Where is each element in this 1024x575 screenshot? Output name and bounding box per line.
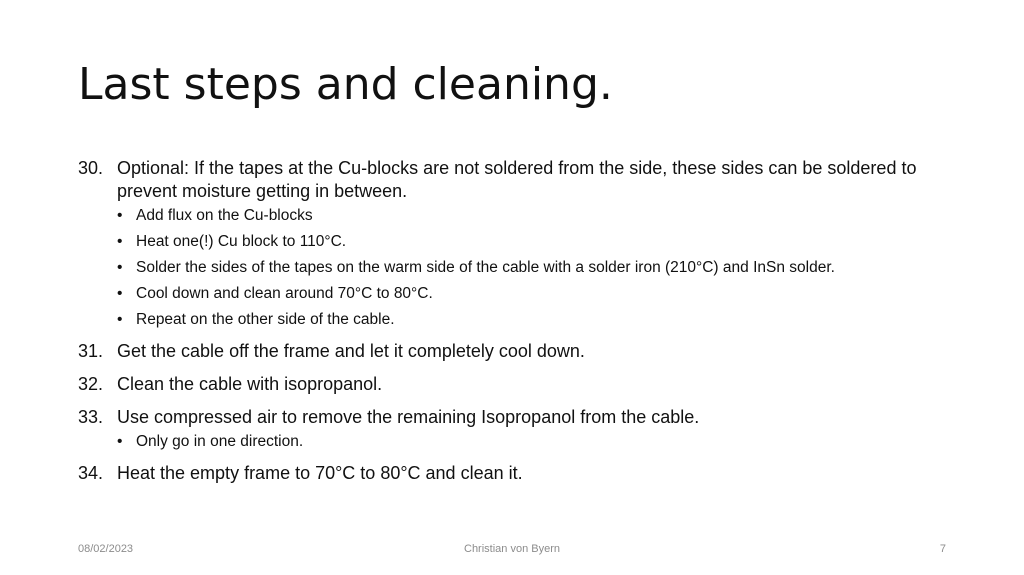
sub-step-text: Only go in one direction.	[136, 433, 304, 450]
step-item	[78, 340, 948, 363]
bullet-icon: •	[117, 285, 123, 302]
step-number: 34.	[78, 463, 104, 483]
sub-step-text: Repeat on the other side of the cable.	[136, 311, 395, 328]
sub-step-list	[117, 206, 948, 330]
step-item	[78, 406, 948, 452]
slide-title: Last steps and cleaning.	[78, 59, 613, 110]
sub-step-item	[117, 232, 948, 252]
step-item	[78, 462, 948, 485]
step-text: Get the cable off the frame and let it completely cool down.	[117, 341, 585, 361]
step-item	[78, 157, 948, 330]
step-item	[78, 373, 948, 396]
step-text: Heat the empty frame to 70°C to 80°C and clean it.	[117, 463, 523, 483]
page-number: 7	[939, 543, 946, 555]
sub-step-text: Add flux on the Cu-blocks	[136, 207, 313, 224]
sub-step-item	[117, 258, 948, 278]
sub-step-text: Heat one(!) Cu block to 110°C.	[136, 233, 347, 250]
step-number: 33.	[78, 407, 104, 427]
step-number: 30.	[78, 158, 104, 178]
step-text: Use compressed air to remove the remaining Isopropanol from the cable.	[117, 407, 700, 427]
step-number: 32.	[78, 374, 104, 394]
sub-step-item	[117, 284, 948, 304]
sub-step-item	[117, 310, 948, 330]
bullet-icon: •	[117, 311, 123, 328]
bullet-icon: •	[117, 233, 123, 250]
step-text: Optional: If the tapes at the Cu-blocks are not soldered from the side, these sides can be soldered to prevent moisture getting in between.	[117, 158, 917, 201]
sub-step-text: Cool down and clean around 70°C to 80°C.	[136, 285, 433, 302]
step-number: 31.	[78, 341, 104, 361]
footer-date: 08/02/2023	[78, 543, 134, 555]
step-list	[78, 157, 948, 495]
sub-step-item	[117, 206, 948, 226]
footer-author: Christian von Byern	[464, 543, 560, 555]
bullet-icon: •	[117, 207, 123, 224]
bullet-icon: •	[117, 433, 123, 450]
sub-step-text: Solder the sides of the tapes on the warm side of the cable with a solder iron (210°C) and InSn solder.	[136, 259, 835, 276]
step-text: Clean the cable with isopropanol.	[117, 374, 383, 394]
sub-step-list	[117, 432, 948, 452]
sub-step-item	[117, 432, 948, 452]
bullet-icon: •	[117, 259, 123, 276]
